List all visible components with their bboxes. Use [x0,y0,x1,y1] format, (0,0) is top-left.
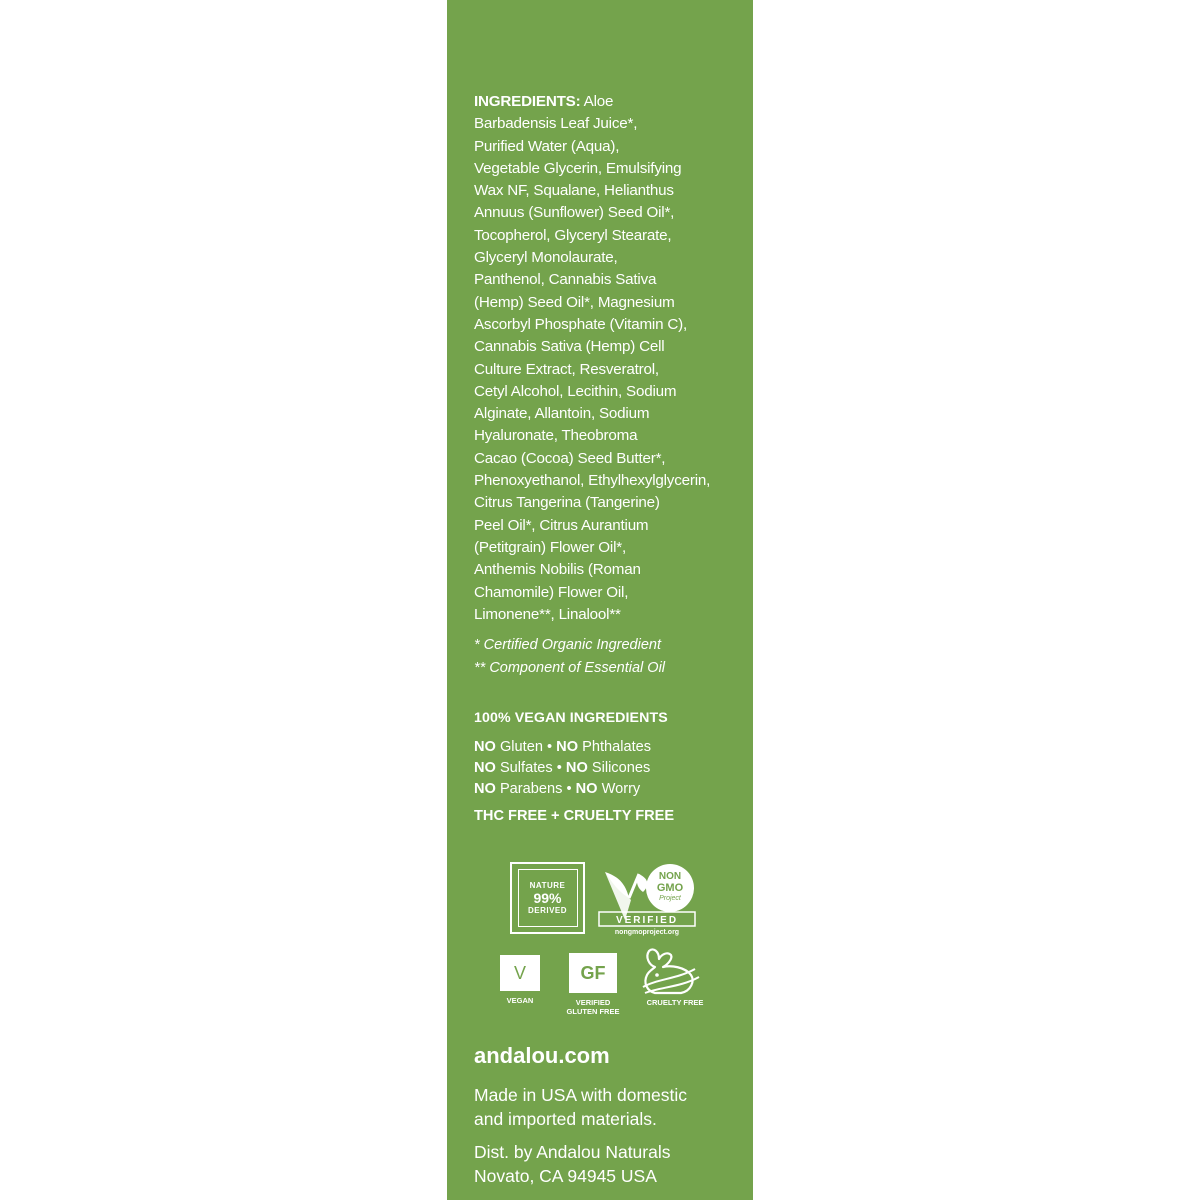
gluten-free-label [553,998,633,1016]
footnote-essential-oil: ** Component of Essential Oil [474,659,666,676]
vegan-label: VEGAN [506,996,534,1005]
vegan-icon: V [500,955,540,991]
free-from-text: Gluten • [495,739,557,755]
ingredients-line-3: Vegetable Glycerin, Emulsifying [474,159,682,177]
ingredients-text: Aloe [580,93,614,110]
dist-line-2: Novato, CA 94945 USA [474,1166,657,1186]
nature-label: NATURE [529,881,566,890]
ingredients-line-5: Annuus (Sunflower) Seed Oil*, [474,204,675,222]
dist-line-1: Dist. by Andalou Naturals [474,1142,671,1162]
gluten-free-label-2: GLUTEN FREE [566,1007,620,1016]
free-from-text: Phthalates [578,739,652,755]
ingredients-line-17: Phenoxyethanol, Ethylhexylglycerin, [474,472,711,490]
free-from-row [474,779,651,800]
footnotes [474,634,744,679]
nature-derived-badge [510,862,585,934]
made-in-usa-text [474,1083,749,1131]
website-link[interactable]: andalou.com [474,1043,610,1068]
ingredients-line-12: Culture Extract, Resveratrol, [474,360,659,378]
free-from-text: Worry [597,780,641,797]
nongmo-verified: VERIFIED [615,915,679,926]
ingredients-line-21: Anthemis Nobilis (Roman [474,561,641,579]
no-label: NO [556,739,579,755]
footnote-organic: * Certified Organic Ingredient [474,637,661,653]
vegan-heading: 100% VEGAN INGREDIENTS [474,710,668,726]
ingredients-line-19: Peel Oil*, Citrus Aurantium [474,516,649,534]
nongmo-gmo: GMO [656,882,684,894]
thc-cruelty-free-line: THC FREE + CRUELTY FREE [474,808,675,824]
cruelty-free-label: CRUELTY FREE [646,998,704,1007]
ingredients-line-7: Glyceryl Monolaurate, [474,249,618,267]
non-gmo-verified-icon [595,862,705,937]
ingredients-line-6: Tocopherol, Glyceryl Stearate, [474,226,672,244]
nongmo-url: nongmoproject.org [614,929,680,936]
ingredients-line-0 [474,91,744,113]
nongmo-non: NON [658,871,682,882]
ingredients-line-13: Cetyl Alcohol, Lecithin, Sodium [474,382,677,400]
no-label: NO [575,780,598,797]
no-label: NO [474,739,496,755]
gluten-free-icon: GF [569,953,617,993]
ingredients-line-18: Citrus Tangerina (Tangerine) [474,494,660,512]
no-label: NO [474,759,496,776]
made-line-1: Made in USA with domestic [474,1085,688,1105]
free-from-list [474,737,651,799]
free-from-text: Silicones [587,759,651,776]
free-from-row [474,737,651,758]
nongmo-project: Project [659,895,681,902]
ingredients-line-14: Alginate, Allantoin, Sodium [474,405,650,423]
ingredients-line-4: Wax NF, Squalane, Helianthus [474,182,674,200]
ingredients-line-10: Ascorbyl Phosphate (Vitamin C), [474,315,687,333]
no-label: NO [565,759,588,776]
ingredients-panel [447,0,753,1200]
ingredients-line-23: Limonene**, Linalool** [474,605,621,623]
gluten-free-label-1: VERIFIED [575,998,611,1007]
ingredients-line-8: Panthenol, Cannabis Sativa [474,271,657,289]
free-from-row [474,758,651,779]
ingredients-line-16: Cacao (Cocoa) Seed Butter*, [474,449,666,467]
nature-derived-inner [518,869,578,927]
distributor-text [474,1140,749,1188]
free-from-text: Sulfates • [495,759,566,776]
ingredients-line-22: Chamomile) Flower Oil, [474,583,629,601]
ingredients-list [474,91,744,626]
free-from-text: Parabens • [495,780,576,797]
ingredients-line-1: Barbadensis Leaf Juice*, [474,115,638,133]
ingredients-line-2: Purified Water (Aqua), [474,137,620,155]
ingredients-line-15: Hyaluronate, Theobroma [474,427,638,445]
no-label: NO [474,780,496,797]
made-line-2: and imported materials. [474,1109,657,1129]
derived-label: DERIVED [527,906,568,915]
ingredients-line-9: (Hemp) Seed Oil*, Magnesium [474,293,675,311]
ingredients-label: INGREDIENTS: [474,93,581,110]
ingredients-line-20: (Petitgrain) Flower Oil*, [474,538,626,556]
ingredients-line-11: Cannabis Sativa (Hemp) Cell [474,338,665,356]
nature-percent: 99% [533,890,562,906]
bunny-icon [637,945,707,1001]
